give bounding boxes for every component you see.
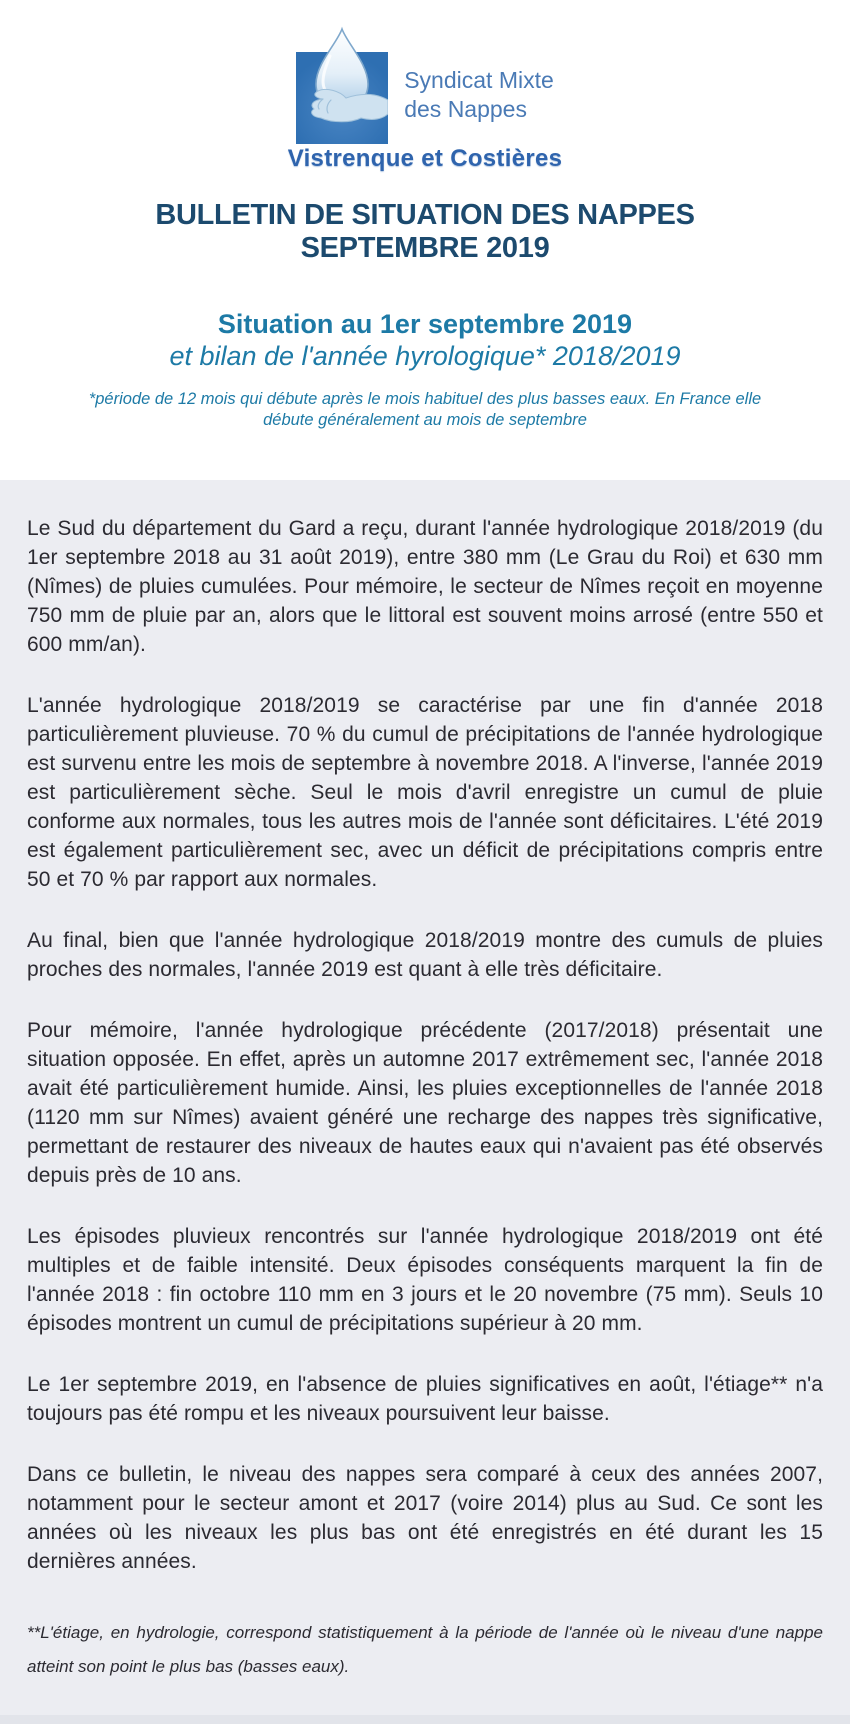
paragraph-2019-deficit: Au final, bien que l'année hydrologique 2018/2019 montre des cumuls de pluies proches des normales, l'année 2019 est quant à elle très déficitaire. [27, 929, 823, 981]
subtitle-bilan: et bilan de l'année hyrologique* 2018/2019 [169, 341, 681, 371]
paragraph-previous-year: Pour mémoire, l'année hydrologique précédente (2017/2018) présentait une situation opposée. En effet, après un automne 2017 extrêmement sec, l'année 2018 avait été particulièrement humide. Ainsi, les pluies exceptionnelles de l'année 2018 (1120 mm sur Nîmes) avaient généré une recharge des nappes très significative, permettant de restaurer des niveaux de hautes eaux qui n'avaient pas été observés depuis près de 10 ans. [27, 1019, 823, 1187]
bulletin-title-line2: SEPTEMBRE 2019 [300, 232, 550, 264]
paragraph-etiage-status: Le 1er septembre 2019, en l'absence de pluies significatives en août, l'étiage** n'a toujours pas été rompu et les niveaux poursuivent leur baisse. [27, 1373, 823, 1425]
logo-caption: Vistrenque et Costières [287, 145, 563, 172]
paragraph-year-character: L'année hydrologique 2018/2019 se caractérise par une fin d'année 2018 particulièrement pluvieuse. 70 % du cumul de précipitations de l'année hydrologique est survenu entre les mois de septembre à novembre 2018. A l'inverse, l'année 2019 est particulièrement sèche. Seul le mois d'avril enregistre un cumul de pluie conforme aux normales, tous les autres mois de l'année sont déficitaires. L'été 2019 est également particulièrement sec, avec un déficit de précipitations compris entre 50 et 70 % par rapport aux normales. [27, 694, 823, 891]
note-line1: *période de 12 mois qui débute après le mois habituel des plus basses eaux. En France elle [88, 390, 762, 408]
bulletin-body [0, 480, 850, 1715]
logo-org-name [404, 66, 554, 124]
subtitle-situation: Situation au 1er septembre 2019 [217, 309, 633, 339]
water-drop-hand-icon [296, 26, 388, 144]
etiage-footnote: **L'étiage, en hydrologie, correspond statistiquement à la période de l'année où le niveau d'une nappe atteint son point le plus bas (basses eaux). [27, 1623, 823, 1676]
bottom-strip [0, 1715, 850, 1724]
logo [0, 26, 850, 173]
hydrological-year-note [0, 389, 850, 431]
paragraph-rainfall-totals: Le Sud du département du Gard a reçu, durant l'année hydrologique 2018/2019 (du 1er septembre 2018 au 31 août 2019), entre 380 mm (Le Grau du Roi) et 630 mm (Nîmes) de pluies cumulées. Pour mémoire, le secteur de Nîmes reçoit en moyenne 750 mm de pluie par an, alors que le littoral est souvent moins arrosé (entre 550 et 600 mm/an). [27, 517, 823, 656]
bulletin-subtitle [0, 309, 850, 371]
header [0, 0, 850, 480]
bulletin-title-line1: BULLETIN DE SITUATION DES NAPPES [155, 199, 695, 231]
paragraph-comparison-years: Dans ce bulletin, le niveau des nappes sera comparé à ceux des années 2007, notamment pour le secteur amont et 2017 (voire 2014) plus au Sud. Ce sont les années où les niveaux les plus bas ont été enregistrés en été durant les 15 dernières années. [27, 1463, 823, 1573]
bulletin-title [0, 199, 850, 265]
note-line2: débute généralement au mois de septembre [263, 411, 587, 429]
paragraph-rain-episodes: Les épisodes pluvieux rencontrés sur l'année hydrologique 2018/2019 ont été multiples et de faible intensité. Deux épisodes conséquents marquent la fin de l'année 2018 : fin octobre 110 mm en 3 jours et le 20 novembre (75 mm). Seuls 10 épisodes montrent un cumul de précipitations supérieur à 20 mm. [27, 1225, 823, 1335]
logo-org-line1: Syndicat Mixte [404, 67, 554, 93]
logo-main [0, 26, 850, 144]
logo-org-line2: des Nappes [404, 96, 527, 122]
